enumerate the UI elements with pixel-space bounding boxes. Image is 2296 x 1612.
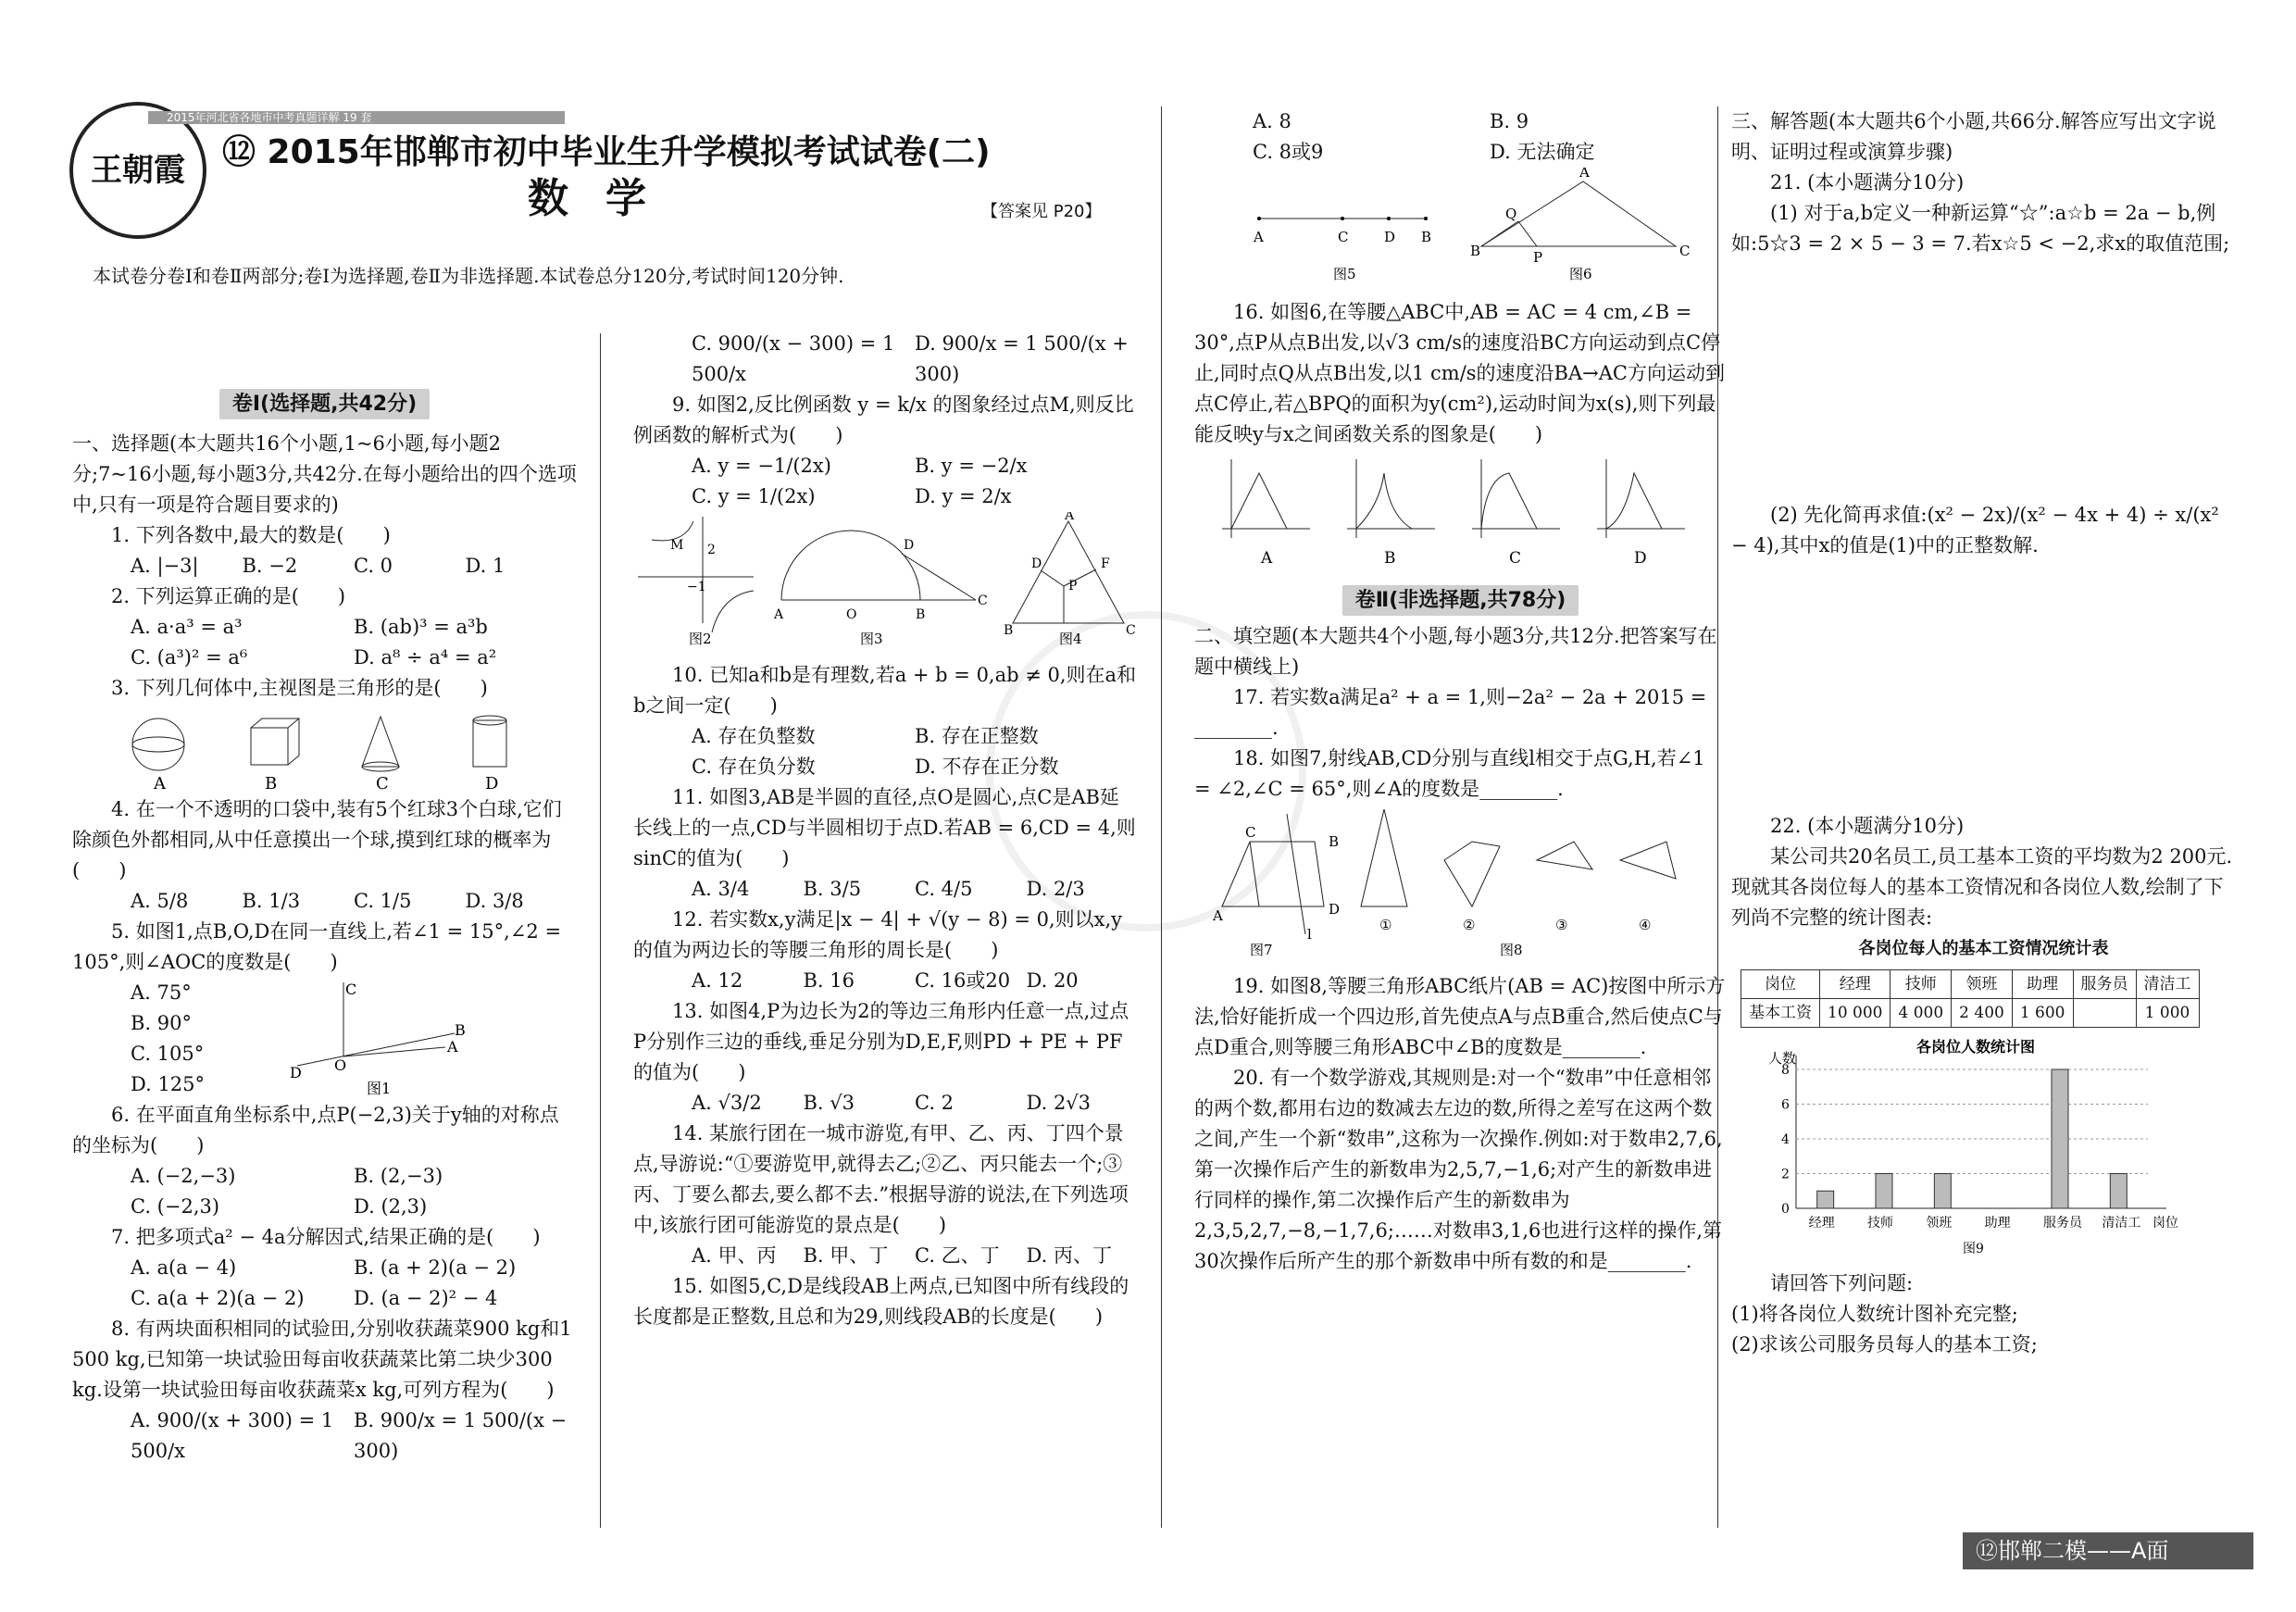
option: A. 甲、丙: [692, 1244, 777, 1267]
y-axis-label: 人数: [1768, 1050, 1797, 1067]
option: B. 16: [803, 969, 855, 992]
question-15-options: [1194, 106, 1727, 168]
question-16: 16. 如图6,在等腰△ABC中,AB = AC = 4 cm,∠B = 30°,点P从点B出发,以√3 cm/s的速度沿BC方向运动到点C停止,同时点Q从点B出发,以1 cm/s的速度沿BA→AC方向运动到点C停止,若△BPQ的面积为y(cm²),运动时间为x(s),则下列最能反映y与x之间函数关系的图象是( ): [1194, 301, 1725, 445]
figure-1-caption: 图1: [367, 1080, 392, 1097]
option: A. y = −1/(2x): [692, 455, 831, 477]
section-1-heading: 一、选择题(本大题共16个小题,1~6小题,每小题2分;7~16小题,每小题3分,共42分.在每小题给出的四个选项中,只有一项是符合题目要求的): [72, 432, 577, 516]
svg-text:A: A: [1579, 168, 1590, 181]
label-a: A: [153, 774, 166, 791]
figure-8-caption: 图8: [1500, 942, 1523, 958]
question-20: 20. 有一个数学游戏,其规则是:对一个“数串”中任意相邻的两个数,都用右边的数减去左边的数,所得之差写在这两个数之间,产生一个新“数串”,这称为一次操作.例如:对于数串2,7,6,第一次操作后产生的新数串为2,5,7,−1,6;对产生的新数串进行同样的操作,第二次操作后产生的新数串为2,3,5,2,7,−8,−1,7,6;……对数串3,1,6也进行这样的操作,第30次操作后所产生的那个新数串中所有数的和是________.: [1194, 1067, 1723, 1272]
question-11: 11. 如图3,AB是半圆的直径,点O是圆心,点C是AB延长线上的一点,CD与半圆相切于点D.若AB = 6,CD = 4,则sinC的值为( ): [633, 786, 1136, 869]
figure-8: [1361, 809, 1676, 958]
svg-text:D: D: [1384, 229, 1396, 245]
svg-text:M: M: [670, 538, 684, 553]
option: A. 8: [1253, 110, 1292, 132]
svg-text:l: l: [1307, 926, 1312, 943]
svg-text:P: P: [1533, 249, 1543, 266]
option: A. 3/4: [692, 878, 750, 900]
option: D. (2,3): [354, 1195, 428, 1218]
section-2-heading: 二、填空题(本大题共4个小题,每小题3分,共12分.把答案写在题中横线上): [1194, 625, 1717, 678]
roll-2-badge: 卷Ⅱ(非选择题,共78分): [1342, 585, 1579, 616]
table-cell: 领班: [1952, 970, 2013, 999]
question-16-graphs: [1194, 450, 1713, 570]
question-2-options: [72, 612, 577, 673]
svg-text:A: A: [1065, 512, 1075, 523]
x-tick-label: 技师: [1867, 1216, 1893, 1231]
y-tick-label: 2: [1781, 1167, 1790, 1182]
column-divider: [1161, 106, 1162, 1528]
option: D. 无法确定: [1490, 141, 1595, 163]
option: D. 20: [1026, 969, 1079, 992]
svg-text:D: D: [904, 538, 915, 553]
roll-1-badge: 卷Ⅰ(选择题,共42分): [219, 389, 430, 419]
option: B. 1/3: [242, 890, 301, 912]
option: B. 900/x = 1 500/(x − 300): [354, 1409, 568, 1462]
column-divider: [600, 333, 601, 1528]
wage-table: [1741, 969, 2200, 1028]
y-tick-label: 4: [1781, 1132, 1790, 1147]
question-10: 10. 已知a和b是有理数,若a + b = 0,ab ≠ 0,则在a和b之间一定( ): [633, 664, 1137, 717]
figure-7-caption: 图7: [1250, 942, 1273, 958]
option: A. (−2,−3): [131, 1165, 236, 1187]
question-13: 13. 如图4,P为边长为2的等边三角形内任意一点,过点P分别作三边的垂线,垂足分别为D,E,F,则PD + PE + PF的值为( ): [633, 1000, 1129, 1083]
svg-text:2: 2: [707, 543, 716, 557]
section-3-heading: 三、解答题(本大题共6个小题,共66分.解答应写出文字说明、证明过程或演算步骤): [1731, 110, 2216, 163]
subject-title: 数学: [528, 175, 683, 222]
table-title: 各岗位每人的基本工资情况统计表: [1858, 939, 2109, 958]
question-8-options: [72, 1406, 577, 1467]
table-row: [1741, 999, 2200, 1028]
table-cell: 清洁工: [2136, 970, 2199, 999]
option: C. 8或9: [1253, 141, 1324, 163]
figure-2-caption: 图2: [689, 631, 712, 647]
graph-d: [1597, 459, 1685, 568]
question-10-options: [633, 721, 1138, 782]
option: D. 2√3: [1026, 1092, 1092, 1114]
question-22-intro: 某公司共20名员工,员工基本工资的平均数为2 200元.现就其各岗位每人的基本工资情况和各岗位人数,绘制了下列尚不完整的统计图表:: [1731, 845, 2233, 929]
question-8: 8. 有两块面积相同的试验田,分别收获蔬菜900 kg和1 500 kg,已知第一块试验田每亩收获蔬菜比第二块少300 kg.设第一块试验田每亩收获蔬菜x kg,可列方程为( ): [72, 1318, 572, 1401]
x-tick-label: 经理: [1808, 1216, 1835, 1231]
svg-text:D: D: [1329, 901, 1341, 918]
option: D. 不存在正分数: [915, 756, 1059, 778]
question-11-options: [633, 874, 1138, 905]
question-4: 4. 在一个不透明的口袋中,装有5个红球3个白球,它们除颜色外都相同,从中任意摸出一个球,摸到红球的概率为( ): [72, 798, 562, 881]
option: B. √3: [803, 1092, 855, 1114]
option: C. 0: [354, 555, 393, 577]
graph-c-label: C: [1509, 549, 1522, 568]
svg-text:−1: −1: [687, 580, 706, 594]
page-title: ⑫ 2015年邯郸市初中毕业生升学模拟考试试卷(二): [222, 133, 991, 171]
svg-text:A: A: [447, 1038, 458, 1056]
table-cell: 助理: [2012, 970, 2073, 999]
column-3: [1194, 106, 1727, 1277]
question-21: 21. (本小题满分10分): [1770, 171, 1965, 194]
y-tick-label: 6: [1781, 1097, 1790, 1113]
svg-text:C: C: [1338, 229, 1349, 245]
option: C. 105°: [131, 1043, 205, 1065]
svg-text:③: ③: [1555, 917, 1568, 933]
staff-count-chart: [1731, 1037, 2236, 1259]
svg-text:B: B: [916, 607, 926, 622]
table-row: [1741, 970, 2200, 999]
column-4: [1731, 106, 2236, 1360]
option: D. 900/x = 1 500/(x + 300): [915, 332, 1129, 385]
svg-text:②: ②: [1463, 917, 1476, 933]
svg-text:①: ①: [1379, 917, 1392, 933]
svg-text:B: B: [455, 1021, 466, 1039]
question-6-options: [72, 1161, 577, 1222]
option: A. 75°: [131, 981, 192, 1004]
question-14-options: [633, 1241, 1138, 1271]
graph-c: [1472, 459, 1560, 568]
table-cell: 1 000: [2136, 999, 2199, 1028]
option: B. −2: [242, 555, 298, 577]
question-5-body: [72, 978, 577, 1100]
option: B. 3/5: [803, 878, 862, 900]
option: C. 1/5: [354, 890, 412, 912]
svg-text:F: F: [1101, 556, 1110, 571]
question-4-options: [72, 886, 577, 917]
figure-6-caption: 图6: [1569, 266, 1592, 282]
question-21-part-1: (1) 对于a,b定义一种新运算“☆”:a☆b = 2a − b,例如:5☆3 = 2 × 5 − 3 = 7.若x☆5 < −2,求x的取值范围;: [1731, 202, 2230, 255]
sphere-shape: [132, 719, 184, 770]
svg-text:B: B: [1329, 833, 1340, 850]
bar: [2110, 1174, 2127, 1209]
option: D. 1: [465, 555, 505, 577]
question-9: 9. 如图2,反比例函数 y = k/x 的图象经过点M,则反比例函数的解析式为( ): [633, 394, 1134, 446]
svg-text:D: D: [1031, 556, 1042, 571]
exam-intro: 本试卷分卷Ⅰ和卷Ⅱ两部分;卷Ⅰ为选择题,卷Ⅱ为非选择题.本试卷总分120分,考试时间120分钟.: [93, 265, 844, 287]
option: C. 乙、丁: [915, 1244, 1000, 1267]
option: A. 900/(x + 300) = 1 500/x: [131, 1409, 334, 1462]
svg-text:A: A: [1213, 907, 1223, 924]
table-cell: 10 000: [1820, 999, 1890, 1028]
figure-1: [288, 978, 473, 1098]
option: D. 丙、丁: [1026, 1244, 1112, 1267]
graph-a: [1222, 459, 1310, 568]
label-c: C: [375, 774, 389, 791]
y-tick-label: 0: [1781, 1202, 1790, 1217]
svg-text:C: C: [345, 981, 357, 998]
figure-7: [1212, 814, 1340, 958]
x-axis-label: 岗位: [2152, 1216, 2178, 1231]
svg-text:C: C: [1245, 824, 1256, 841]
table-cell: [2073, 999, 2136, 1028]
question-22-part-2: (2)求该公司服务员每人的基本工资;: [1731, 1333, 2038, 1356]
x-tick-label: 助理: [1984, 1216, 2011, 1231]
cone-shape: [362, 717, 399, 767]
figures-5-6: [1194, 168, 1713, 288]
option: B. 存在正整数: [915, 725, 1039, 747]
svg-text:B: B: [1421, 229, 1432, 245]
label-d: D: [484, 774, 498, 791]
question-17: 17. 若实数a满足a² + a = 1,则−2a² − 2a + 2015 = ________.: [1194, 686, 1707, 739]
option: D. (a − 2)² − 4: [354, 1287, 498, 1309]
question-1-options: [72, 551, 577, 581]
question-7-options: [72, 1253, 577, 1314]
question-13-options: [633, 1088, 1138, 1118]
chart-title: 各岗位人数统计图: [1916, 1038, 2036, 1056]
svg-text:B: B: [1470, 243, 1481, 259]
question-19: 19. 如图8,等腰三角形ABC纸片(AB = AC)按图中所示方法,恰好能折成一个四边形,首先使点A与点B重合,然后使点C与点D重合,则等腰三角形ABC中∠B的度数是________.: [1194, 975, 1726, 1058]
page-footer: ⑫邯郸二模——A面: [1963, 1532, 2253, 1569]
table-cell: 1 600: [2012, 999, 2073, 1028]
svg-text:D: D: [290, 1064, 302, 1081]
svg-text:④: ④: [1639, 917, 1652, 933]
svg-text:C: C: [978, 594, 988, 608]
option: A. √3/2: [692, 1092, 762, 1114]
option: C. 16或20: [915, 969, 1011, 992]
question-21-part-2: (2) 先化简再求值:(x² − 2x)/(x² − 4x + 4) ÷ x/(x² − 4),其中x的值是(1)中的正整数解.: [1731, 504, 2219, 556]
question-14: 14. 某旅行团在一城市游览,有甲、乙、丙、丁四个景点,导游说:“①要游览甲,就得去乙;②乙、丙只能去一个;③丙、丁要么都去,要么都不去.”根据导游的说法,在下列选项中,该旅行团可能游览的景点是( ): [633, 1122, 1129, 1236]
x-tick-label: 领班: [1926, 1216, 1953, 1231]
question-15: 15. 如图5,C,D是线段AB上两点,已知图中所有线段的长度都是正整数,且总和为29,则线段AB的长度是( ): [633, 1275, 1129, 1328]
figure-6: [1470, 168, 1690, 282]
graph-b: [1347, 459, 1435, 568]
figure-2: [638, 517, 754, 647]
option: B. y = −2/x: [915, 455, 1028, 477]
option: B. (2,−3): [354, 1165, 443, 1187]
y-tick-label: 8: [1781, 1063, 1790, 1078]
option: A. 12: [692, 969, 743, 992]
graph-b-label: B: [1384, 549, 1396, 568]
answer-reference: 【答案见 P20】: [981, 202, 1102, 221]
option: A. a·a³ = a³: [131, 616, 243, 638]
bar: [2052, 1069, 2068, 1208]
graph-a-label: A: [1261, 549, 1273, 568]
table-cell: 4 000: [1890, 999, 1952, 1028]
cylinder-shape: [473, 720, 506, 767]
table-cell: 基本工资: [1741, 999, 1820, 1028]
option: C. a(a + 2)(a − 2): [131, 1287, 305, 1309]
option: B. 甲、丁: [803, 1244, 889, 1267]
question-3: 3. 下列几何体中,主视图是三角形的是( ): [111, 677, 488, 699]
question-22-prompt: 请回答下列问题:: [1770, 1272, 1914, 1294]
bar: [1876, 1174, 1892, 1209]
option: A. 存在负整数: [692, 725, 816, 747]
table-cell: 经理: [1820, 970, 1890, 999]
figure-5: [1253, 217, 1431, 282]
option: D. y = 2/x: [915, 485, 1012, 507]
option: C. 4/5: [915, 878, 973, 900]
figures-2-4: [633, 512, 1138, 651]
series-bar: 2015年河北省各地市中考真题详解 19 套: [148, 111, 565, 124]
question-22-part-1: (1)将各岗位人数统计图补充完整;: [1731, 1303, 2018, 1325]
svg-text:O: O: [846, 607, 857, 622]
option: D. 3/8: [465, 890, 524, 912]
figures-7-8: [1194, 805, 1713, 962]
question-8-options-cont: [633, 329, 1138, 390]
cube-shape: [251, 728, 288, 765]
table-cell: 服务员: [2073, 970, 2136, 999]
question-6: 6. 在平面直角坐标系中,点P(−2,3)关于y轴的对称点的坐标为( ): [72, 1104, 559, 1156]
graph-d-label: D: [1634, 549, 1647, 568]
option: D. a⁸ ÷ a⁴ = a²: [354, 646, 497, 669]
bar: [1934, 1174, 1951, 1209]
option: D. 125°: [131, 1073, 206, 1095]
svg-text:A: A: [774, 607, 784, 622]
option: B. 90°: [131, 1012, 193, 1034]
column-1: [72, 389, 577, 1467]
question-5-options: [72, 978, 288, 1100]
svg-text:O: O: [334, 1056, 347, 1074]
option: B. 9: [1490, 110, 1529, 132]
solids-figure: [103, 707, 547, 791]
option: C. 2: [915, 1092, 955, 1114]
question-18: 18. 如图7,射线AB,CD分别与直线l相交于点G,H,若∠1 = ∠2,∠C = 65°,则∠A的度数是________.: [1194, 747, 1705, 800]
option: B. (ab)³ = a³b: [354, 616, 488, 638]
option: A. |−3|: [131, 555, 199, 577]
chart-caption: 图9: [1963, 1242, 1984, 1256]
option: C. (a³)² = a⁶: [131, 646, 248, 669]
figure-3: [773, 531, 988, 647]
figure-3-caption: 图3: [860, 631, 883, 647]
label-b: B: [264, 774, 277, 791]
table-cell: 2 400: [1952, 999, 2013, 1028]
table-cell: 技师: [1890, 970, 1952, 999]
option: C. 900/(x − 300) = 1 500/x: [692, 332, 895, 385]
figure-4-caption: 图4: [1059, 631, 1082, 647]
question-12-options: [633, 966, 1138, 996]
question-7: 7. 把多项式a² − 4a分解因式,结果正确的是( ): [111, 1226, 541, 1248]
option: A. 5/8: [131, 890, 189, 912]
option: A. a(a − 4): [131, 1256, 237, 1279]
svg-text:A: A: [1254, 229, 1264, 245]
column-2: [633, 329, 1138, 1332]
question-5: 5. 如图1,点B,O,D在同一直线上,若∠1 = 15°,∠2 = 105°,则∠AOC的度数是( ): [72, 920, 562, 973]
figure-5-caption: 图5: [1333, 266, 1356, 282]
svg-text:Q: Q: [1505, 206, 1517, 222]
question-1: 1. 下列各数中,最大的数是( ): [111, 524, 391, 546]
question-9-options: [633, 451, 1138, 512]
svg-text:C: C: [1126, 623, 1136, 638]
logo-text: 王朝霞: [91, 151, 185, 189]
question-12: 12. 若实数x,y满足|x − 4| + √(y − 8) = 0,则以x,y的值为两边长的等腰三角形的周长是( ): [633, 908, 1123, 961]
bar: [1817, 1191, 1834, 1208]
svg-text:C: C: [1679, 243, 1691, 259]
x-tick-label: 服务员: [2043, 1216, 2082, 1231]
option: C. y = 1/(2x): [692, 485, 816, 507]
question-2: 2. 下列运算正确的是( ): [111, 585, 346, 607]
option: C. 存在负分数: [692, 756, 816, 778]
svg-text:P: P: [1068, 579, 1078, 594]
svg-text:B: B: [1004, 623, 1014, 638]
option: C. (−2,3): [131, 1195, 220, 1218]
question-22: 22. (本小题满分10分): [1770, 815, 1965, 837]
option: D. 2/3: [1026, 878, 1085, 900]
option: B. (a + 2)(a − 2): [354, 1256, 517, 1279]
figure-4: [1004, 512, 1136, 647]
x-tick-label: 清洁工: [2102, 1216, 2141, 1231]
table-cell: 岗位: [1741, 970, 1820, 999]
